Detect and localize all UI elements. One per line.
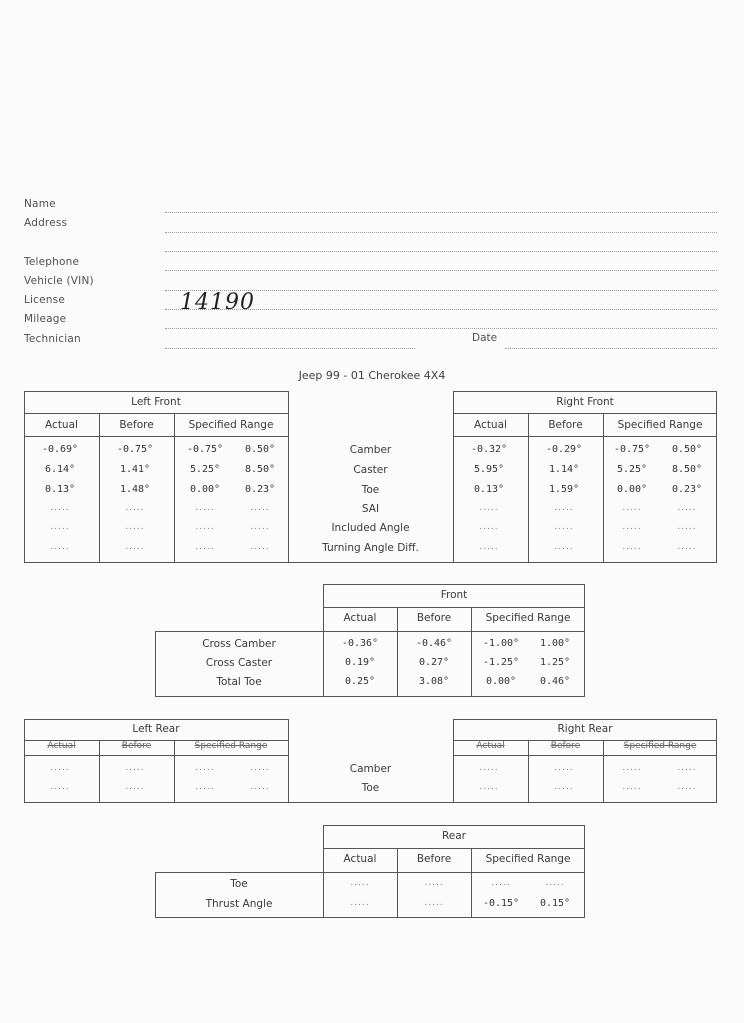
rear-total-header-divider <box>323 872 585 873</box>
cross-value: 0.00° <box>485 676 517 687</box>
right-rear-value: ..... <box>479 782 499 792</box>
cross-row-label: Total Toe <box>216 676 262 688</box>
left-front-col-divider-1 <box>99 413 100 563</box>
right-rear-title: Right Rear <box>557 723 613 735</box>
right-front-value: 1.59° <box>548 484 580 495</box>
left-front-value: -0.75° <box>116 444 154 455</box>
right-rear-value: ..... <box>479 763 499 773</box>
right-front-value: 1.14° <box>548 464 580 475</box>
right-front-value: -0.29° <box>545 444 583 455</box>
left-front-value: ..... <box>250 522 270 532</box>
right-front-value: 8.50° <box>671 464 703 475</box>
technician-line <box>165 348 415 349</box>
left-rear-value: ..... <box>250 782 270 792</box>
address-line-1 <box>165 232 717 233</box>
right-front-value: 0.13° <box>473 484 505 495</box>
cross-value: 3.08° <box>418 676 450 687</box>
left-front-value: ..... <box>125 522 145 532</box>
field-label-mileage: Mileage <box>24 313 67 325</box>
front-row-label: Turning Angle Diff. <box>322 542 419 554</box>
cross-value: 1.00° <box>539 638 571 649</box>
left-rear-col-before: Before <box>121 741 152 751</box>
date-label: Date <box>472 332 498 344</box>
left-front-value: 6.14° <box>44 464 76 475</box>
left-rear-col-actual: Actual <box>47 741 76 751</box>
cross-value: 0.46° <box>539 676 571 687</box>
left-front-value: 1.48° <box>119 484 151 495</box>
left-front-value: ..... <box>195 522 215 532</box>
cross-value: -1.25° <box>482 657 520 668</box>
date-line <box>505 348 717 349</box>
left-rear-value: ..... <box>195 782 215 792</box>
field-label-address: Address <box>24 217 68 229</box>
front-cross-col-spec: Specified Range <box>485 612 571 624</box>
right-front-value: ..... <box>622 503 642 513</box>
front-cross-col-before: Before <box>416 612 452 624</box>
cross-value: 0.27° <box>418 657 450 668</box>
cross-value: -0.46° <box>415 638 453 649</box>
field-label-vin: Vehicle (VIN) <box>24 275 94 287</box>
left-front-value: -0.69° <box>41 444 79 455</box>
left-front-value: ..... <box>50 503 70 513</box>
left-front-value: ..... <box>125 542 145 552</box>
field-label-telephone: Telephone <box>24 256 80 268</box>
left-front-value: ..... <box>50 542 70 552</box>
name-line <box>165 212 717 213</box>
right-front-value: 0.23° <box>671 484 703 495</box>
rear-total-value: ..... <box>350 898 370 908</box>
cross-value: 0.25° <box>344 676 376 687</box>
right-front-value: ..... <box>677 503 697 513</box>
rear-total-value: ..... <box>491 878 511 888</box>
left-front-value: 0.23° <box>244 484 276 495</box>
right-rear-col-spec: Specified Range <box>623 741 697 751</box>
right-front-value: ..... <box>479 542 499 552</box>
right-rear-value: ..... <box>622 763 642 773</box>
rear-total-col-spec: Specified Range <box>485 853 571 865</box>
rear-row-label: Toe <box>361 782 380 794</box>
left-front-table <box>24 391 289 563</box>
right-front-value: 5.25° <box>616 464 648 475</box>
left-front-col-spec: Specified Range <box>188 419 274 431</box>
cross-value: 1.25° <box>539 657 571 668</box>
left-rear-value: ..... <box>50 763 70 773</box>
left-front-value: 0.13° <box>44 484 76 495</box>
right-front-value: -0.75° <box>613 444 651 455</box>
right-rear-value: ..... <box>554 782 574 792</box>
right-front-col-spec: Specified Range <box>617 419 703 431</box>
right-front-header-divider <box>453 436 717 437</box>
mileage-line <box>165 328 717 329</box>
cross-row-label: Cross Caster <box>205 657 273 669</box>
rear-total-col-actual: Actual <box>343 853 377 865</box>
left-front-title: Left Front <box>131 396 181 408</box>
rear-total-value: -0.15° <box>482 898 520 909</box>
front-row-label: Included Angle <box>331 522 410 534</box>
telephone-line <box>165 270 717 271</box>
front-cross-header-divider <box>323 631 585 632</box>
left-front-col-divider-2 <box>174 413 175 563</box>
field-label-technician: Technician <box>24 333 81 345</box>
rear-total-row-label: Thrust Angle <box>205 898 273 910</box>
left-front-value: ..... <box>195 542 215 552</box>
right-front-col-divider-1 <box>528 413 529 563</box>
cross-value: -0.36° <box>341 638 379 649</box>
right-front-col-divider-2 <box>603 413 604 563</box>
left-front-value: ..... <box>125 503 145 513</box>
right-front-value: 0.50° <box>671 444 703 455</box>
left-rear-col-spec: Specified Range <box>194 741 268 751</box>
vehicle-title: Jeep 99 - 01 Cherokee 4X4 <box>298 369 446 382</box>
left-front-col-before: Before <box>119 419 154 431</box>
front-row-label: Toe <box>361 484 380 496</box>
right-front-value: ..... <box>622 542 642 552</box>
left-rear-value: ..... <box>125 782 145 792</box>
front-table-bottom <box>24 562 717 563</box>
rear-total-value: ..... <box>424 898 444 908</box>
right-rear-value: ..... <box>677 763 697 773</box>
right-rear-value: ..... <box>622 782 642 792</box>
left-rear-header-divider <box>24 755 288 756</box>
field-label-license: License <box>24 294 65 306</box>
rear-total-value: ..... <box>545 878 565 888</box>
left-front-right-border <box>288 391 289 563</box>
left-front-value: 0.00° <box>189 484 221 495</box>
rear-table-bottom <box>24 802 717 803</box>
left-front-col-actual: Actual <box>45 419 78 431</box>
right-rear-value: ..... <box>677 782 697 792</box>
rear-total-title-divider <box>323 848 585 849</box>
left-front-value: 8.50° <box>244 464 276 475</box>
cross-value: -1.00° <box>482 638 520 649</box>
right-rear-col-actual: Actual <box>476 741 505 751</box>
right-rear-value: ..... <box>554 763 574 773</box>
left-front-value: ..... <box>250 503 270 513</box>
left-front-header-divider <box>24 436 288 437</box>
right-rear-header-divider <box>453 755 717 756</box>
rear-total-row-label: Toe <box>230 878 248 890</box>
front-row-label: SAI <box>361 503 380 515</box>
right-front-value: -0.32° <box>470 444 508 455</box>
right-front-value: ..... <box>479 503 499 513</box>
left-front-value: -0.75° <box>186 444 224 455</box>
right-front-value: ..... <box>554 503 574 513</box>
rear-total-value: 0.15° <box>539 898 571 909</box>
front-row-label: Caster <box>353 464 388 476</box>
right-front-table <box>453 391 717 563</box>
right-front-value: ..... <box>479 522 499 532</box>
front-cross-col-actual: Actual <box>343 612 377 624</box>
cross-value: 0.19° <box>344 657 376 668</box>
field-label-name: Name <box>24 198 56 210</box>
rear-total-value: ..... <box>424 878 444 888</box>
right-front-value: 0.00° <box>616 484 648 495</box>
front-row-label: Camber <box>349 444 392 456</box>
left-rear-value: ..... <box>125 763 145 773</box>
left-front-value: 1.41° <box>119 464 151 475</box>
left-rear-title: Left Rear <box>132 723 180 735</box>
right-front-value: ..... <box>677 542 697 552</box>
right-front-value: ..... <box>554 542 574 552</box>
license-value-handwritten: 14190 <box>180 290 255 315</box>
right-rear-col-before: Before <box>550 741 581 751</box>
left-rear-value: ..... <box>195 763 215 773</box>
front-cross-title: Front <box>440 589 468 601</box>
right-front-col-actual: Actual <box>474 419 507 431</box>
left-front-title-divider <box>24 413 288 414</box>
rear-total-value: ..... <box>350 878 370 888</box>
left-rear-value: ..... <box>250 763 270 773</box>
right-front-left-border <box>453 391 454 563</box>
rear-row-label: Camber <box>349 763 392 775</box>
rear-total-title: Rear <box>441 830 467 842</box>
right-front-value: 5.95° <box>473 464 505 475</box>
left-front-value: ..... <box>195 503 215 513</box>
right-front-title: Right Front <box>556 396 614 408</box>
front-cross-title-divider <box>323 607 585 608</box>
right-front-col-before: Before <box>548 419 583 431</box>
cross-row-label: Cross Camber <box>202 638 276 650</box>
address-line-2 <box>165 251 717 252</box>
rear-total-col-before: Before <box>416 853 452 865</box>
right-front-title-divider <box>453 413 717 414</box>
right-front-value: ..... <box>622 522 642 532</box>
right-front-value: ..... <box>554 522 574 532</box>
left-front-value: ..... <box>250 542 270 552</box>
right-front-value: ..... <box>677 522 697 532</box>
left-front-value: 5.25° <box>189 464 221 475</box>
left-front-value: 0.50° <box>244 444 276 455</box>
left-front-value: ..... <box>50 522 70 532</box>
left-rear-value: ..... <box>50 782 70 792</box>
